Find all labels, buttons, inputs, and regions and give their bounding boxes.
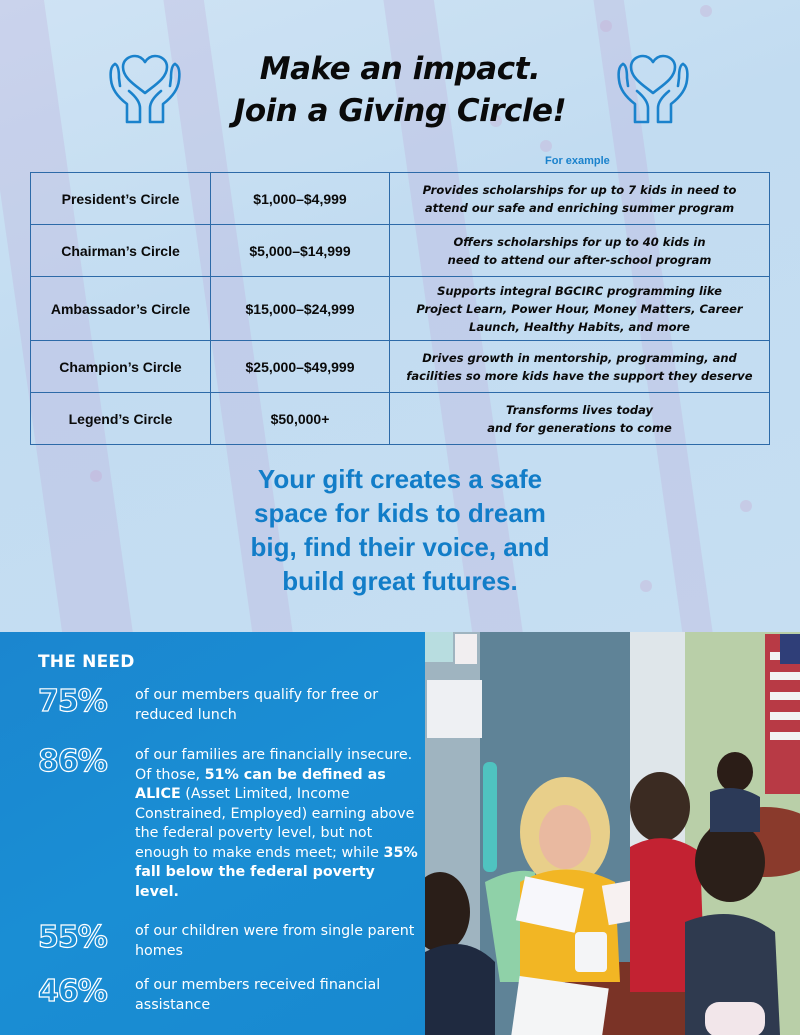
table-row <box>31 173 770 225</box>
need-title: THE NEED <box>38 652 135 672</box>
for-example-label: For example <box>545 155 610 167</box>
description-line: Offers scholarships for up to 40 kids in <box>453 234 706 249</box>
circle-amount: $1,000–$4,999 <box>211 173 390 225</box>
background-dot <box>90 470 102 482</box>
circle-name: Champion’s Circle <box>31 341 211 393</box>
table-row <box>31 277 770 341</box>
circle-amount: $5,000–$14,999 <box>211 225 390 277</box>
description-line: Provides scholarships for up to 7 kids in need to <box>422 182 737 197</box>
circle-description <box>390 341 770 393</box>
background-dot <box>740 500 752 512</box>
stat-percent: 86% <box>38 744 107 779</box>
circle-name: President’s Circle <box>31 173 211 225</box>
table-row <box>31 225 770 277</box>
description-line: need to attend our after-school program <box>447 252 712 267</box>
giving-circles-table <box>30 172 770 445</box>
stat-percent: 75% <box>38 684 107 719</box>
classroom-photo <box>425 632 800 1035</box>
stat-percent: 55% <box>38 920 107 955</box>
description-line: Launch, Healthy Habits, and more <box>469 319 690 334</box>
description-line: attend our safe and enriching summer program <box>424 200 735 215</box>
headline-line-2: Join a Giving Circle! <box>233 93 567 129</box>
stat-text-part: (Asset Limited, Income Constrained, Employed) earning above the federal poverty level, but not enough to make ends meet; while <box>135 786 415 861</box>
stat-text-bold: 35% fall below the federal poverty level. <box>135 844 418 900</box>
circle-description <box>390 173 770 225</box>
circle-name: Chairman’s Circle <box>31 225 211 277</box>
table-row <box>31 341 770 393</box>
stat-percent: 46% <box>38 974 107 1009</box>
background-dot <box>640 580 652 592</box>
stat-text: of our members qualify for free or reduced lunch <box>135 687 379 723</box>
circle-amount: $50,000+ <box>211 393 390 445</box>
background-dot <box>600 20 612 32</box>
circle-description <box>390 225 770 277</box>
the-need-panel <box>0 632 425 1035</box>
tagline-line: build great futures. <box>282 566 518 596</box>
background-dot <box>540 140 552 152</box>
description-line: Supports integral BGCIRC programming like <box>437 283 722 298</box>
tagline <box>200 462 600 598</box>
circle-name: Legend’s Circle <box>31 393 211 445</box>
hands-holding-heart-icon <box>613 50 693 130</box>
circle-name: Ambassador’s Circle <box>31 277 211 341</box>
circle-description <box>390 393 770 445</box>
tagline-line: big, find their voice, and <box>250 532 550 562</box>
stat-text: of our children were from single parent homes <box>135 923 415 959</box>
stat-text-part: of our families are financially insecure. Of those, <box>135 747 413 783</box>
stat-text-bold: 51% can be defined as ALICE <box>135 766 386 802</box>
description-line: facilities so more kids have the support they deserve <box>406 368 753 383</box>
description-line: Drives growth in mentorship, programming, and <box>422 350 737 365</box>
headline <box>200 48 600 132</box>
background-dot <box>700 5 712 17</box>
hands-holding-heart-icon <box>105 50 185 130</box>
tagline-line: Your gift creates a safe <box>257 464 543 494</box>
circle-amount: $15,000–$24,999 <box>211 277 390 341</box>
stat-text: of our members received financial assistance <box>135 977 381 1013</box>
circle-description <box>390 277 770 341</box>
table-row <box>31 393 770 445</box>
headline-line-1: Make an impact. <box>259 51 541 87</box>
description-line: Transforms lives today <box>505 402 653 417</box>
description-line: Project Learn, Power Hour, Money Matters, Career <box>416 301 743 316</box>
stat-text <box>135 746 420 902</box>
circle-amount: $25,000–$49,999 <box>211 341 390 393</box>
description-line: and for generations to come <box>487 420 672 435</box>
tagline-line: space for kids to dream <box>254 498 546 528</box>
